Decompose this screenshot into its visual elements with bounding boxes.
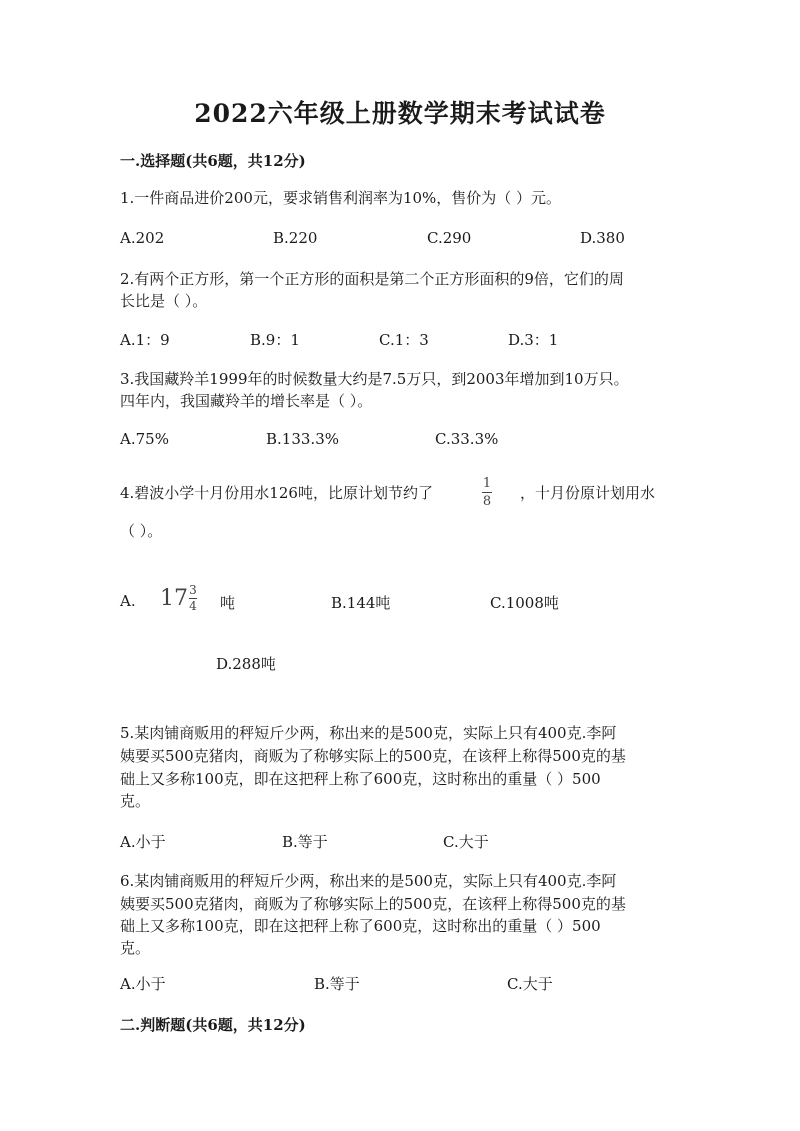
question-4-option-a-mixed-number (160, 584, 197, 613)
question-1-option-d[interactable]: D.380 (580, 229, 625, 247)
question-1-text: 1.一件商品进价200元，要求销售利润率为10%，售价为（ ）元。 (120, 189, 562, 207)
question-3-line-1: 3.我国藏羚羊1999年的时候数量大约是7.5万只，到2003年增加到10万只。 (120, 370, 629, 388)
question-2-option-a[interactable]: A.1：9 (120, 331, 170, 349)
question-4-option-a-unit: 吨 (220, 594, 236, 612)
question-4-option-b[interactable]: B.144吨 (331, 594, 391, 612)
question-5-line-3: 础上又多称100克，即在这把秤上称了600克，这时称出的重量（ ）500 (120, 770, 601, 788)
question-3-option-a[interactable]: A.75% (120, 430, 169, 448)
fraction-numerator: 1 (482, 476, 492, 491)
mixed-denominator: 4 (189, 599, 197, 613)
question-6-line-1: 6.某肉铺商贩用的秤短斤少两，称出来的是500克，实际上只有400克.李阿 (120, 872, 617, 890)
question-5-line-1: 5.某肉铺商贩用的秤短斤少两，称出来的是500克，实际上只有400克.李阿 (120, 724, 617, 742)
question-6-option-b[interactable]: B.等于 (314, 975, 360, 993)
section-heading-judgment: 二.判断题(共6题，共12分) (120, 1016, 306, 1034)
question-5-option-c[interactable]: C.大于 (443, 833, 489, 851)
question-6-option-a[interactable]: A.小于 (120, 975, 166, 993)
question-5-option-b[interactable]: B.等于 (282, 833, 328, 851)
question-5-option-a[interactable]: A.小于 (120, 833, 166, 851)
question-5-line-4: 克。 (120, 792, 151, 810)
question-4-line-2: （ ）。 (120, 522, 163, 540)
question-4-text-before: 4.碧波小学十月份用水126吨，比原计划节约了 (120, 484, 433, 502)
question-6-option-c[interactable]: C.大于 (507, 975, 553, 993)
question-3-option-c[interactable]: C.33.3% (435, 430, 499, 448)
question-3-line-2: 四年内，我国藏羚羊的增长率是（ ）。 (120, 392, 373, 410)
question-3-option-b[interactable]: B.133.3% (266, 430, 339, 448)
question-4-text-after: ，十月份原计划用水 (520, 484, 656, 502)
question-2-line-1: 2.有两个正方形，第一个正方形的面积是第二个正方形面积的9倍，它们的周 (120, 270, 624, 288)
fraction-denominator: 8 (482, 494, 492, 509)
question-4-option-d[interactable]: D.288吨 (216, 655, 276, 673)
question-2-line-2: 长比是（ ）。 (120, 292, 208, 310)
question-5-line-2: 姨要买500克猪肉，商贩为了称够实际上的500克，在该秤上称得500克的基 (120, 747, 626, 765)
page-title: 2022六年级上册数学期末考试试卷 (194, 99, 606, 128)
question-2-option-d[interactable]: D.3：1 (508, 331, 559, 349)
mixed-fraction (189, 584, 197, 613)
question-4-option-c[interactable]: C.1008吨 (490, 594, 559, 612)
mixed-whole: 17 (160, 586, 188, 611)
question-6-line-4: 克。 (120, 939, 151, 957)
question-1-option-b[interactable]: B.220 (273, 229, 318, 247)
section-heading-choice: 一.选择题(共6题，共12分) (120, 152, 306, 170)
fraction-bar (482, 492, 492, 493)
question-4-fraction (482, 476, 492, 509)
question-4-option-a-label[interactable]: A. (120, 592, 136, 610)
question-6-line-2: 姨要买500克猪肉，商贩为了称够实际上的500克，在该秤上称得500克的基 (120, 895, 626, 913)
mixed-numerator: 3 (189, 583, 197, 597)
question-6-line-3: 础上又多称100克，即在这把秤上称了600克，这时称出的重量（ ）500 (120, 917, 601, 935)
question-1-option-c[interactable]: C.290 (427, 229, 472, 247)
question-1-option-a[interactable]: A.202 (120, 229, 165, 247)
question-2-option-b[interactable]: B.9：1 (250, 331, 300, 349)
question-2-option-c[interactable]: C.1：3 (379, 331, 429, 349)
